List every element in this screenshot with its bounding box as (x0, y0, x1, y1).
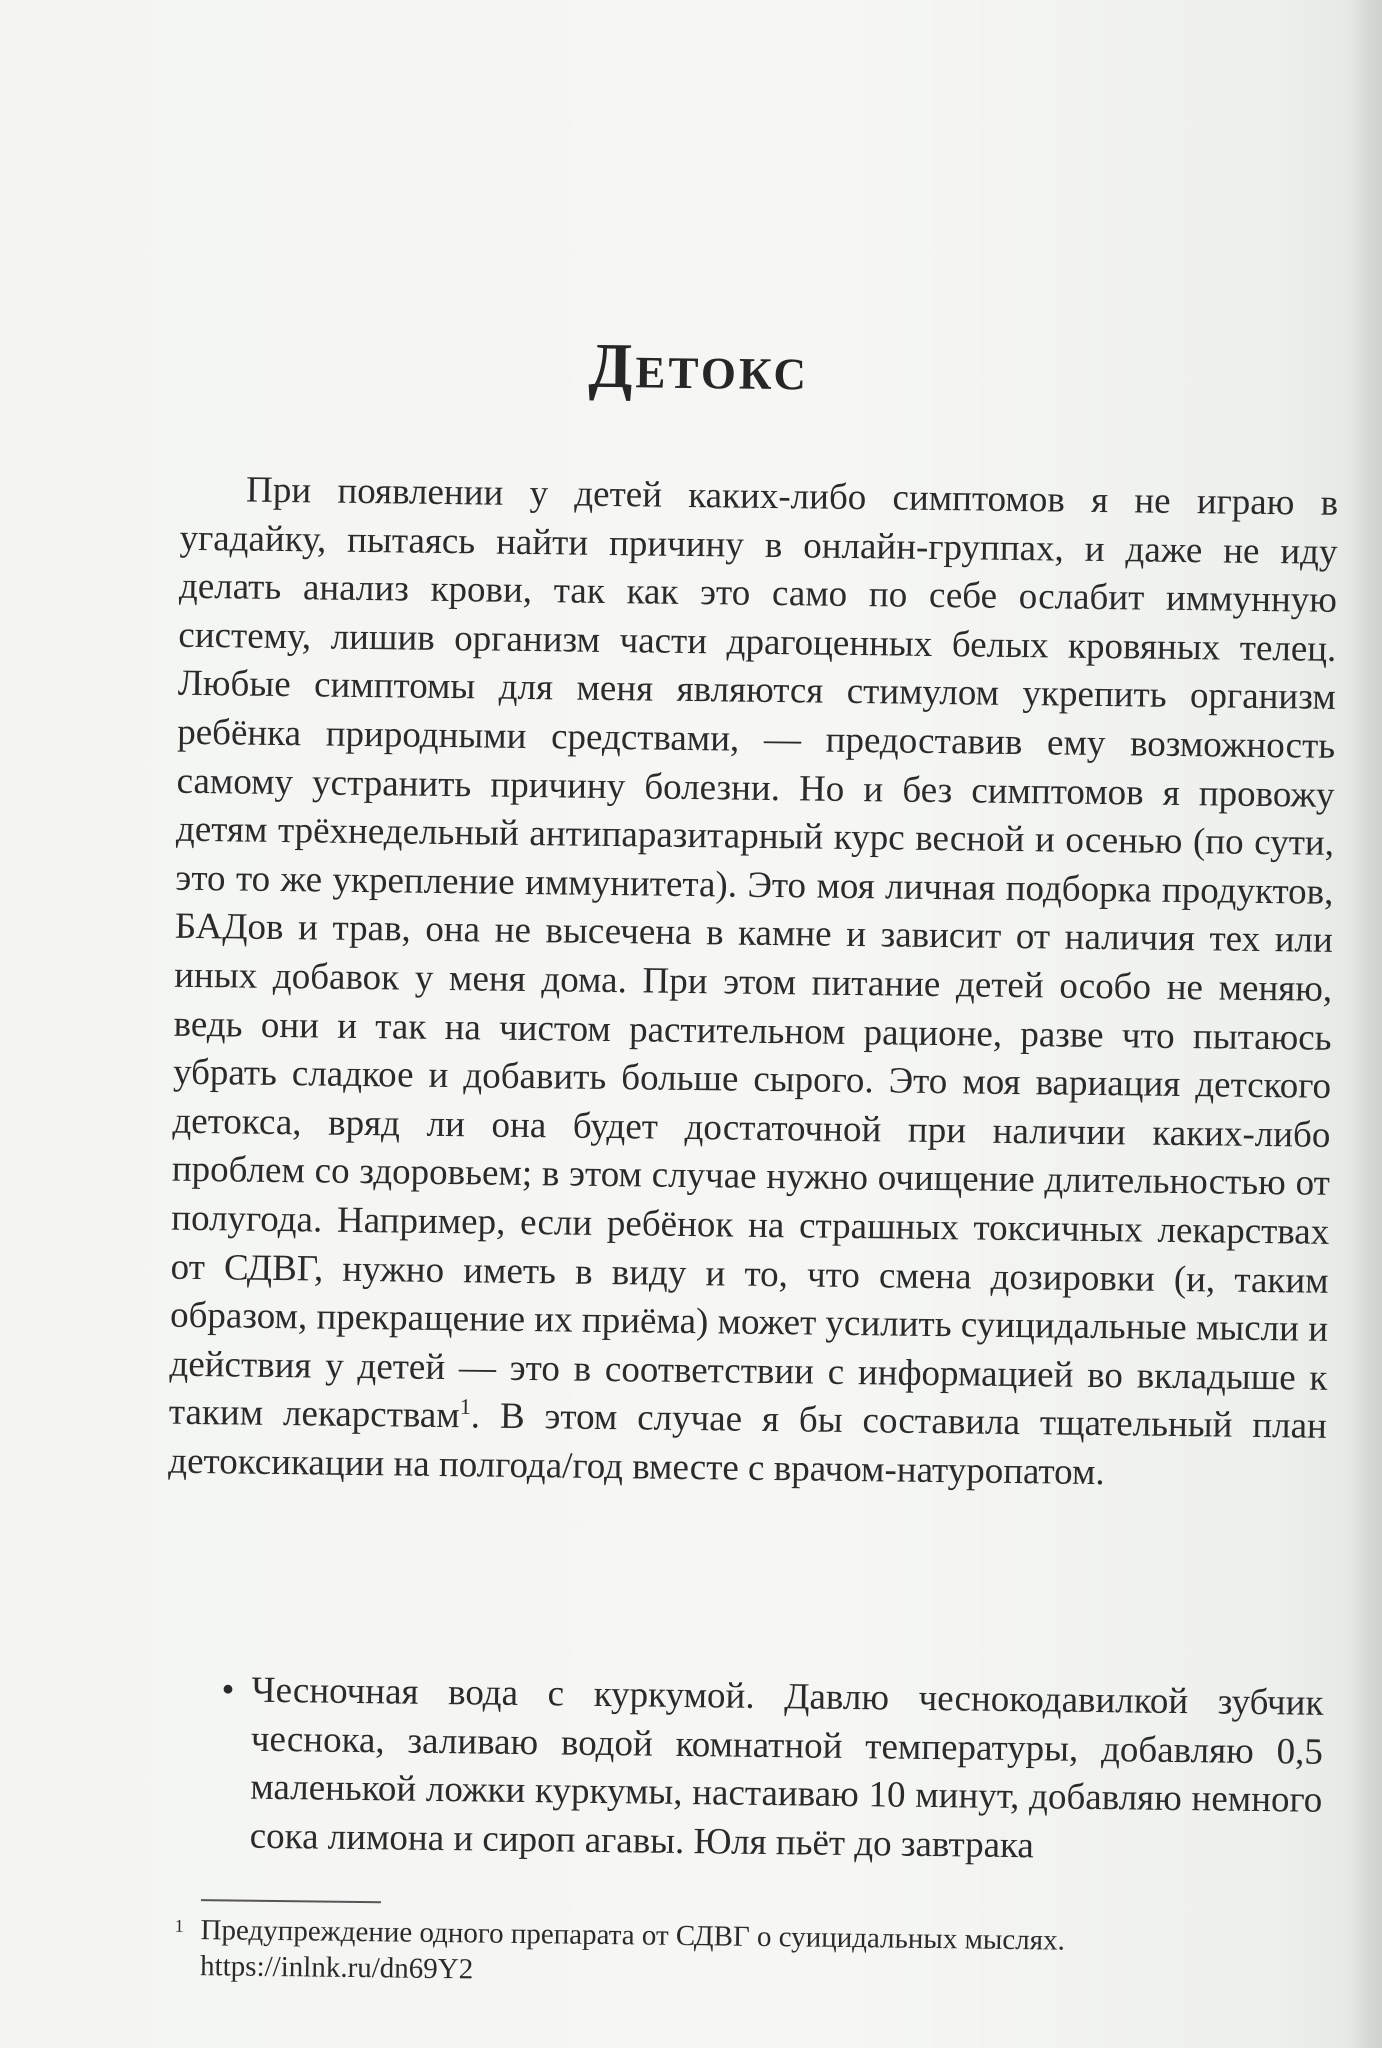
paragraph-text-before-note: При появлении у детей каких-либо симптомов я не играю в угадайку, пытаясь найти причину в онлайн-группах, и даже не иду делать анализ крови, так как это само по себе ослабит иммунную систему, лишив организм части драгоценных белых кровяных телец. Любые симптомы для меня являются стимулом укрепить организм ребёнка природными средствами, — предоставив ему возможность самому устранить причину болезни. Но и без симптомов я провожу детям трёхнедельный антипаразитарный курс весной и осенью (по сути, это то же укрепление иммунитета). Это моя личная подборка продуктов, БАДов и трав, она не высечена в камне и зависит от наличия тех или иных добавок у меня дома. При этом питание детей особо не меняю, ведь они и так на чистом растительном рационе, разве что пытаюсь убрать сладкое и добавить больше сырого. Это моя вариация детского детокса, вряд ли она будет достаточной при наличии каких-либо проблем со здоровьем; в этом случае нужно очищение длительностью от полугода. Например, если ребёнок на страшных токсичных лекарствах от СДВГ, нужно иметь в виду и то, что смена дозировки (и, таким образом, прекращение их приёма) может усилить суицидальные мысли и действия у детей — это в соответствии с информацией во вкладыше к таким лекарствам (168, 469, 1339, 1437)
footnote-text: Предупреждение одного препарата от СДВГ о суицидальных мыслях. https://inlnk.ru/dn69Y2 (199, 1914, 1066, 1986)
list-item (163, 1666, 1323, 1875)
list-item-text: Чесночная вода с куркумой. Давлю чеснокодавилкой зубчик чеснока, заливаю водой комнатной температуры, добавляю 0,5 маленькой ложки куркумы, настаиваю 10 минут, добавляю немного сока лимона и сироп агавы. Юля пьёт до завтрака (249, 1669, 1324, 1867)
page-edge (1348, 0, 1382, 2048)
paragraph-text (168, 466, 1338, 1501)
footnote-number: 1 (174, 1915, 184, 1936)
footnote-reference: 1 (459, 1394, 472, 1420)
footnote-divider (201, 1899, 381, 1903)
show-through-text: ​ (1205, 22, 1300, 64)
bullet-icon: • (221, 1669, 235, 1711)
chapter-title: Детокс (588, 329, 810, 404)
main-paragraph (168, 466, 1338, 1501)
paragraph-text-after-note: . В этом случае я бы составила тщательный план детоксикации на полгода/год вместе с врачом-натуропатом. (168, 1395, 1328, 1493)
footnote (174, 1912, 1321, 1998)
